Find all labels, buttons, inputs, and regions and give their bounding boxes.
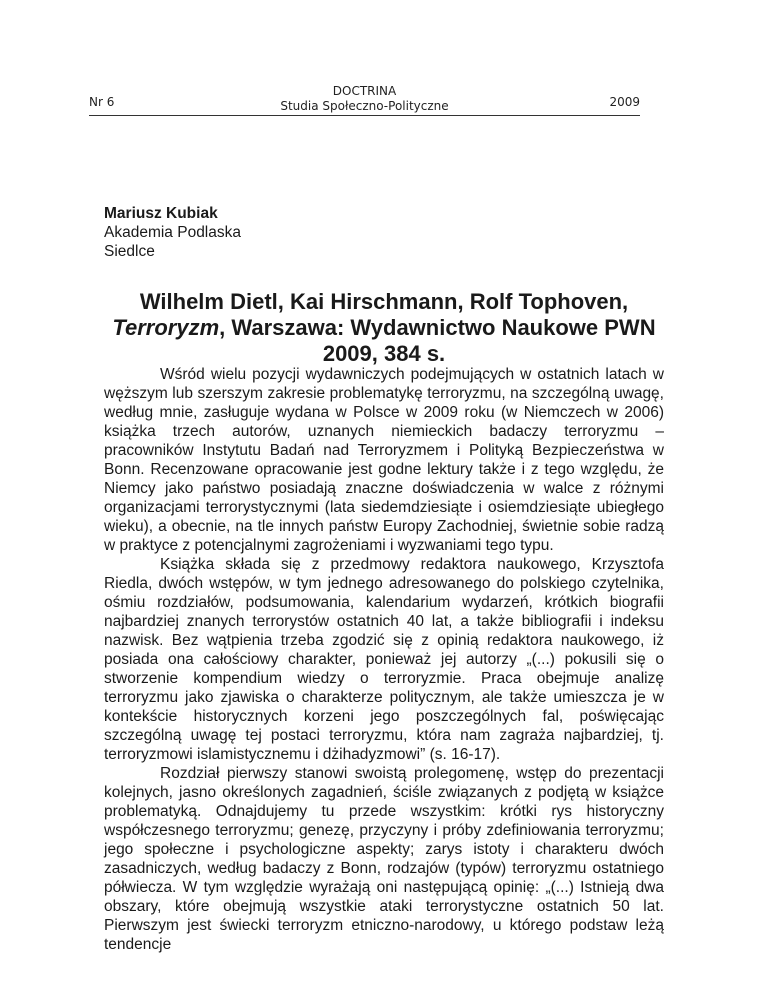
author-name: Mariusz Kubiak	[104, 205, 218, 222]
issue-year: 2009	[609, 95, 640, 109]
title-line-2: , Warszawa: Wydawnictwo Naukowe PWN	[219, 315, 656, 340]
title-line-3: 2009, 384 s.	[322, 341, 446, 366]
title-book-name: Terroryzm	[112, 315, 220, 340]
paragraph: Książka składa się z przedmowy redaktora naukowego, Krzysztofa Riedla, dwóch wstępów, w tym jednego adresowanego do polskiego czytelnika, ośmiu rozdziałów, podsumowania, kalendarium wydarzeń, krótkich biografii najbardziej znanych terrorystów ostatnich 40 lat, a także bibliografii i indeksu nazwisk. Bez wątpienia trzeba zgodzić się z opinią redaktora naukowego, iż posiada ona całościowy charakter, ponieważ jej autorzy „(...) pokusili się o stworzenie kompendium wiedzy o terroryzmie. Praca obejmuje analizę terroryzmu jako zjawiska o charakterze politycznym, ale także umieszcza je w kontekście historycznych korzeni jego poszczególnych fal, poświęcając szczególną uwagę tej postaci terroryzmu, która nam zagraża najbardziej, tj. terroryzmowi islamistycznemu i dżihadyzmowi” (s. 16-17).	[104, 556, 664, 763]
article-body	[104, 365, 664, 954]
issue-number: Nr 6	[89, 95, 115, 109]
title-line-1: Wilhelm Dietl, Kai Hirschmann, Rolf Tophoven,	[139, 289, 629, 314]
journal-header	[89, 84, 640, 114]
journal-subtitle: Studia Społeczno-Polityczne	[280, 99, 449, 113]
author-affiliation: Akademia Podlaska	[104, 224, 241, 241]
paragraph: Wśród wielu pozycji wydawniczych podejmujących w ostatnich latach w węższym lub szerszym zakresie problematykę terroryzmu, na szczególną uwagę, według mnie, zasługuje wydana w Polsce w 2009 roku (w Niemczech w 2006) książka trzech autorów, uznanych niemieckich badaczy terroryzmu – pracowników Instytutu Badań nad Terroryzmem i Polityką Bezpieczeństwa w Bonn. Recenzowane opracowanie jest godne lektury także i z tego względu, że Niemcy jako państwo posiadają znaczne doświadczenia w walce z różnymi organizacjami terrorystycznymi (lata siedemdziesiąte i osiemdziesiąte ubiegłego wieku), a obecnie, na tle innych państw Europy Zachodniej, świetnie sobie radzą w praktyce z potencjalnymi zagrożeniami i wyzwaniami tego typu.	[104, 366, 664, 554]
paragraph: Rozdział pierwszy stanowi swoistą prolegomenę, wstęp do prezentacji kolejnych, jasno określonych zagadnień, ściśle związanych z podjętą w książce problematyką. Odnajdujemy tu przede wszystkim: krótki rys historyczny współczesnego terroryzmu; genezę, przyczyny i próby zdefiniowania terroryzmu; jego społeczne i psychologiczne aspekty; zarys istoty i charakteru dwóch zasadniczych, według badaczy z Bonn, rodzajów (typów) terroryzmu ostatniego półwiecza. W tym względzie wyrażają oni następującą opinię: „(...) Istnieją dwa obszary, które obejmują wszystkie ataki terrorystyczne ostatnich 50 lat. Pierwszym jest świecki terroryzm etniczno-narodowy, u którego podstaw leżą tendencje	[104, 765, 664, 953]
journal-name: DOCTRINA	[332, 84, 397, 98]
author-city: Siedlce	[104, 243, 155, 260]
article-title	[100, 289, 668, 367]
author-block	[104, 204, 241, 261]
running-head	[89, 85, 640, 116]
